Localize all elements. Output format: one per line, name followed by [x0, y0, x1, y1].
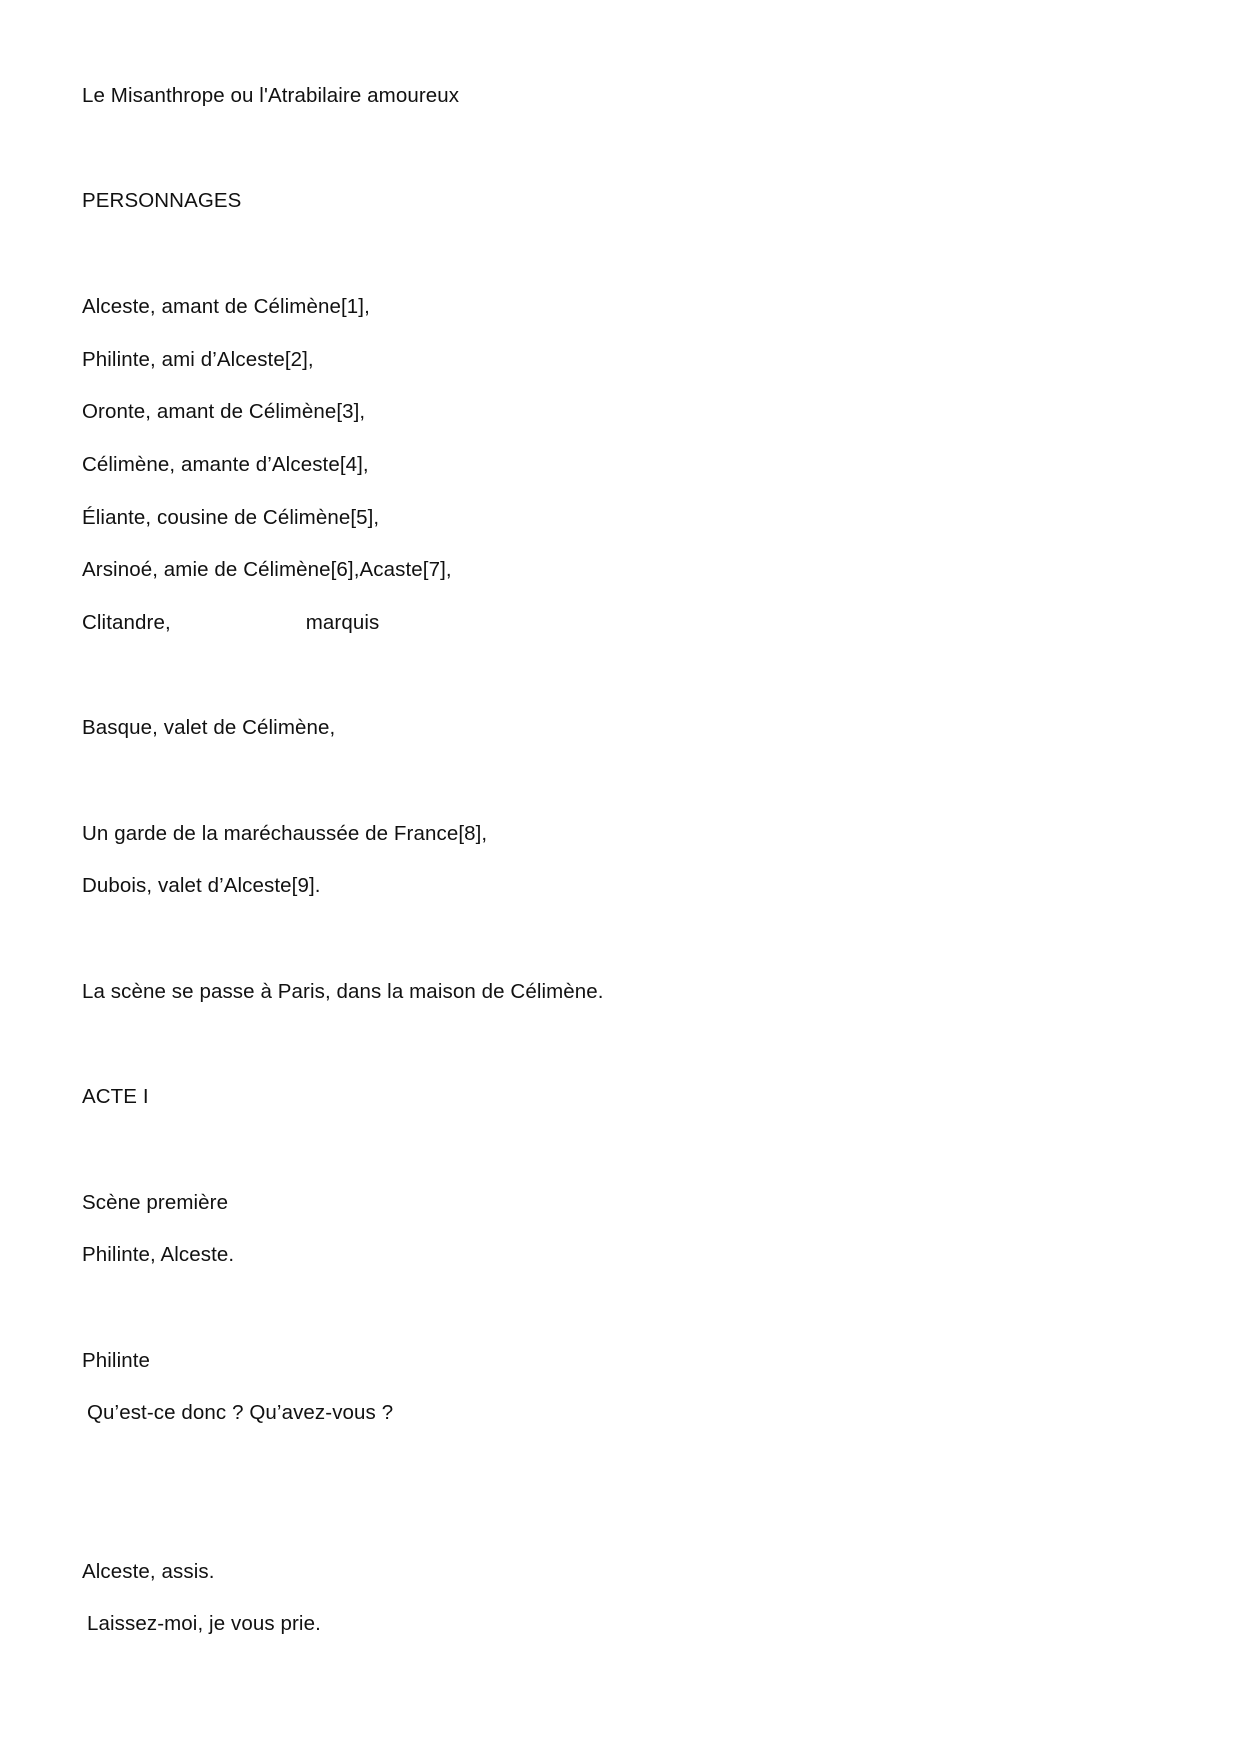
character-line-clitandre — [82, 610, 379, 636]
character-line: Éliante, cousine de Célimène[5], — [82, 506, 380, 529]
act-heading: ACTE I — [82, 1085, 149, 1108]
character-line: Célimène, amante d’Alceste[4], — [82, 453, 369, 476]
characters-heading: PERSONNAGES — [82, 189, 242, 212]
character-line: Un garde de la maréchaussée de France[8], — [82, 822, 488, 845]
character-line: Basque, valet de Célimène, — [82, 716, 336, 739]
scene-characters: Philinte, Alceste. — [82, 1243, 235, 1266]
speech-line: Qu’est-ce donc ? Qu’avez-vous ? — [87, 1401, 394, 1424]
scene-heading: Scène première — [82, 1191, 229, 1214]
document-title: Le Misanthrope ou l'Atrabilaire amoureux — [82, 84, 460, 107]
setting-line: La scène se passe à Paris, dans la maison de Célimène. — [82, 980, 604, 1003]
character-line: Philinte, ami d’Alceste[2], — [82, 348, 314, 371]
character-line: Arsinoé, amie de Célimène[6],Acaste[7], — [82, 558, 452, 581]
character-name: Clitandre, — [82, 611, 171, 634]
speaker-name: Alceste, assis. — [82, 1560, 215, 1583]
character-role: marquis — [305, 611, 380, 634]
character-line: Alceste, amant de Célimène[1], — [82, 295, 370, 318]
character-line: Oronte, amant de Célimène[3], — [82, 400, 366, 423]
speaker-name: Philinte — [82, 1349, 151, 1372]
speech-line: Laissez-moi, je vous prie. — [87, 1612, 321, 1635]
character-line: Dubois, valet d’Alceste[9]. — [82, 874, 321, 897]
